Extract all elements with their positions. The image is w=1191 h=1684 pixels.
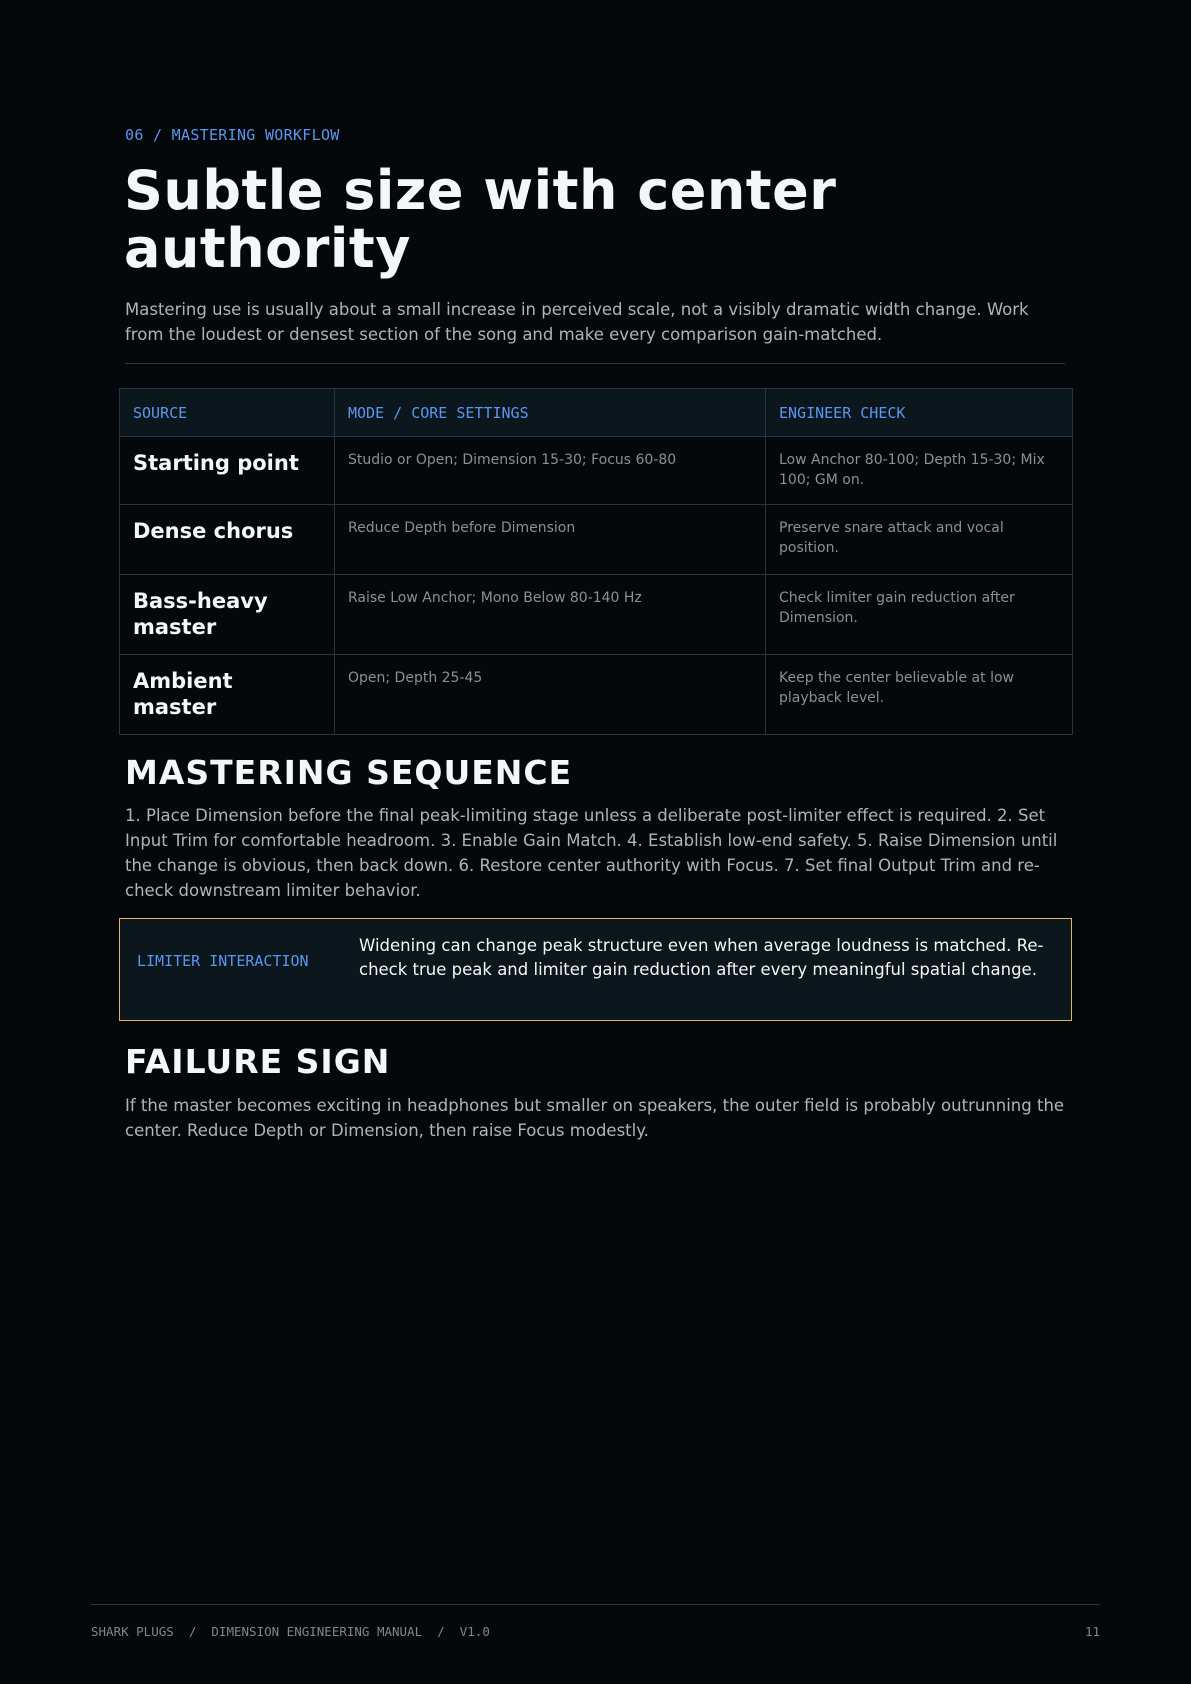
column-header-settings: MODE / CORE SETTINGS (335, 389, 766, 437)
sequence-heading: MASTERING SEQUENCE (125, 753, 573, 792)
check-cell: Low Anchor 80-100; Depth 15-30; Mix 100; GM on. (766, 437, 1073, 505)
settings-cell: Open; Depth 25-45 (335, 655, 766, 735)
settings-cell: Studio or Open; Dimension 15-30; Focus 60-80 (335, 437, 766, 505)
section-divider (125, 363, 1065, 364)
intro-paragraph: Mastering use is usually about a small increase in perceived scale, not a visibly dramatic width change. Work from the loudest or densest section of the song and make every comparison gain-matched. (125, 300, 1029, 344)
page-number: 11 (1084, 1624, 1100, 1639)
check-cell: Preserve snare attack and vocal position. (766, 505, 1073, 575)
table-header-row (120, 389, 1073, 437)
source-cell: Starting point (120, 437, 335, 505)
footer-doc-title: SHARK PLUGS / DIMENSION ENGINEERING MANUAL / V1.0 (91, 1624, 490, 1639)
settings-cell: Reduce Depth before Dimension (335, 505, 766, 575)
settings-cell: Raise Low Anchor; Mono Below 80-140 Hz (335, 575, 766, 655)
page-title: Subtle size with center authority (124, 159, 837, 280)
table-row (120, 437, 1073, 505)
table-row (120, 575, 1073, 655)
source-cell: Dense chorus (120, 505, 335, 575)
callout-label: LIMITER INTERACTION (137, 952, 309, 970)
column-header-source: SOURCE (120, 389, 335, 437)
section-eyebrow: 06 / MASTERING WORKFLOW (125, 126, 340, 144)
column-header-check: ENGINEER CHECK (766, 389, 1073, 437)
source-cell: Bass-heavy master (120, 575, 335, 655)
settings-table (119, 388, 1073, 735)
sequence-paragraph: 1. Place Dimension before the final peak-limiting stage unless a deliberate post-limiter effect is required. 2. Set Input Trim for comfortable headroom. 3. Enable Gain Match. 4. Establish low-end safety. 5. Raise Dimension until the change is obvious, then back down. 6. Restore center authority with Focus. 7. Set final Output Trim and re-check downstream limiter behavior. (125, 806, 1058, 900)
callout-text: Widening can change peak structure even when average loudness is matched. Re-check true peak and limiter gain reduction after every meaningful spatial change. (359, 936, 1044, 979)
failure-heading: FAILURE SIGN (125, 1042, 391, 1081)
limiter-callout (119, 918, 1072, 1021)
table-row (120, 655, 1073, 735)
footer-divider (91, 1604, 1100, 1605)
check-cell: Keep the center believable at low playback level. (766, 655, 1073, 735)
check-cell: Check limiter gain reduction after Dimension. (766, 575, 1073, 655)
table-row (120, 505, 1073, 575)
source-cell: Ambient master (120, 655, 335, 735)
failure-paragraph: If the master becomes exciting in headphones but smaller on speakers, the outer field is probably outrunning the center. Reduce Depth or Dimension, then raise Focus modestly. (125, 1096, 1065, 1140)
